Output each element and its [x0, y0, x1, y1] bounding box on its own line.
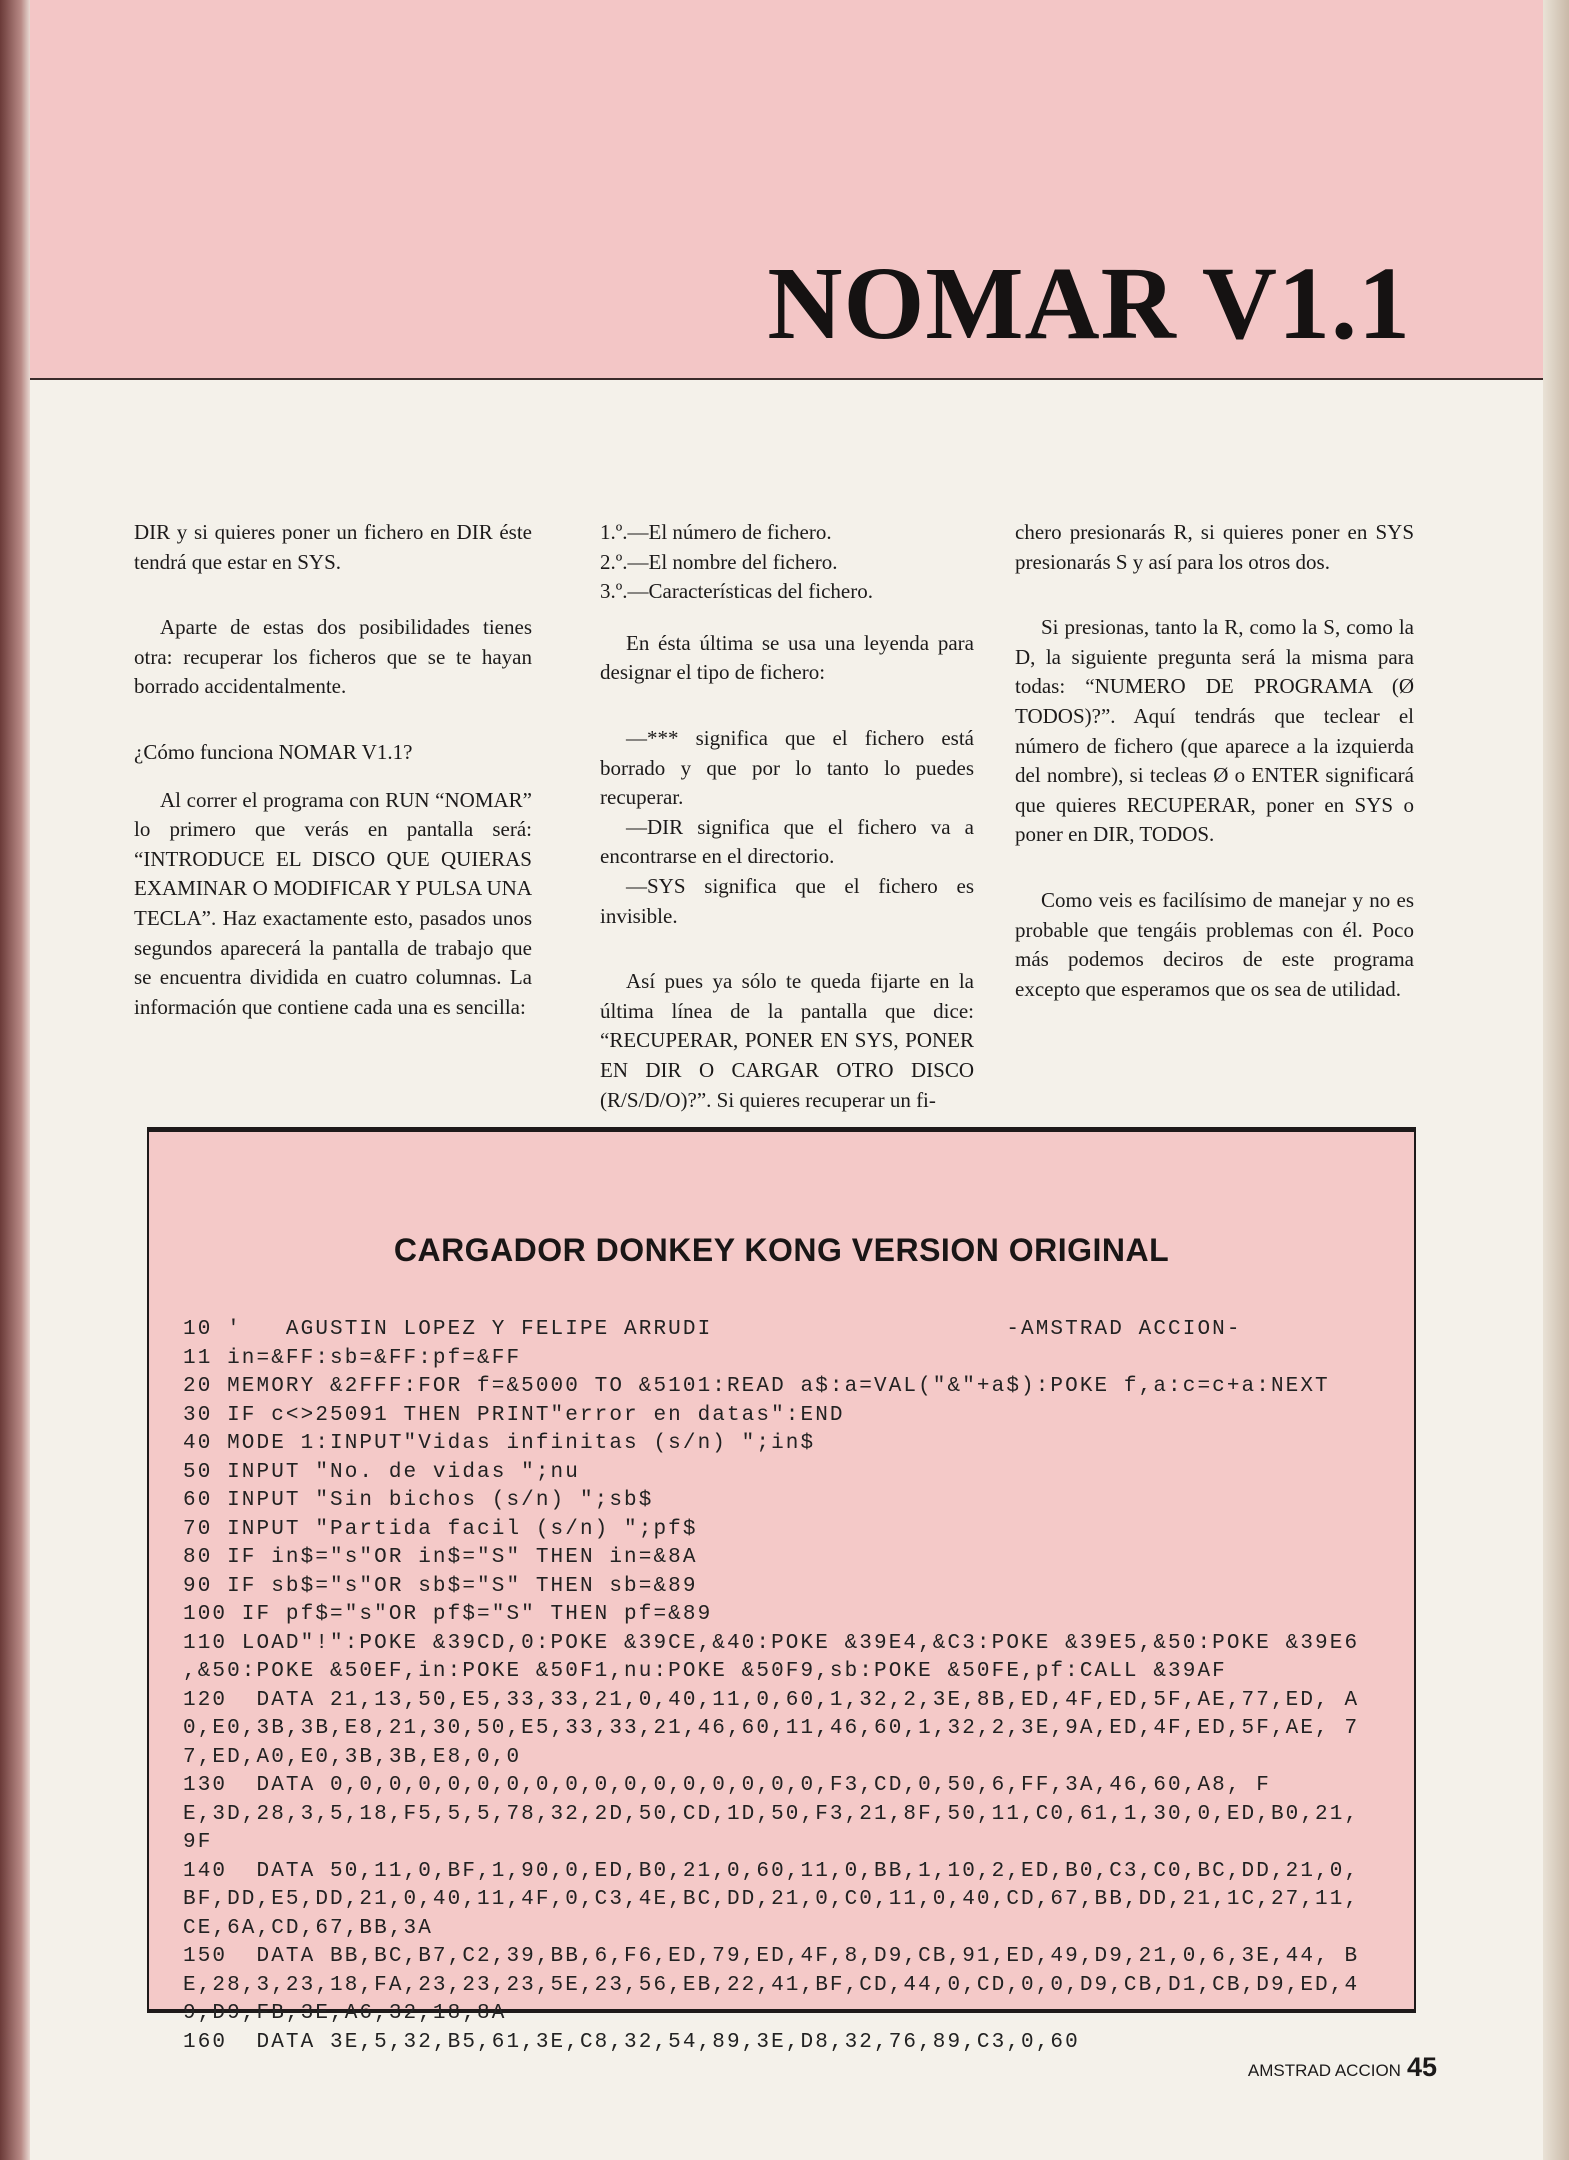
code-line: 7,ED,A0,E0,3B,3B,E8,0,0: [183, 1745, 522, 1769]
paragraph: DIR y si quieres poner un fichero en DIR éste tendrá que estar en SYS.: [134, 520, 532, 574]
code-line: 11 in=&FF:sb=&FF:pf=&FF: [183, 1346, 522, 1370]
code-line: 140 DATA 50,11,0,BF,1,90,0,ED,B0,21,0,60,11,0,BB,1,10,2,ED,B0,C3,C0,BC,DD,21,0,: [183, 1859, 1360, 1883]
code-line: E,28,3,23,18,FA,23,23,23,5E,23,56,EB,22,41,BF,CD,44,0,CD,0,0,D9,CB,D1,CB,D9,ED,4: [183, 1973, 1360, 1997]
program-listing-box: [147, 1127, 1416, 2054]
paragraph: Así pues ya sólo te queda fijarte en la última línea de la pantalla que dice: “RECUPERAR, PONER EN SYS, PONER EN DIR O CARGAR OTRO DISCO (R/S/D/O)?”. Si quieres recuperar un fi-: [600, 969, 974, 1112]
code-line: 50 INPUT "No. de vidas ";nu: [183, 1460, 580, 1484]
code-line: 70 INPUT "Partida facil (s/n) ";pf$: [183, 1517, 698, 1541]
list-item: 1.º.—El número de fichero.: [600, 520, 832, 544]
code-line: 90 IF sb$="s"OR sb$="S" THEN sb=&89: [183, 1574, 698, 1598]
page-edge-left: [0, 0, 30, 2160]
code-line: 110 LOAD"!":POKE &39CD,0:POKE &39CE,&40:POKE &39E4,&C3:POKE &39E5,&50:POKE &39E6: [183, 1631, 1360, 1655]
code-line: 150 DATA BB,BC,B7,C2,39,BB,6,F6,ED,79,ED,4F,8,D9,CB,91,ED,49,D9,21,0,6,3E,44, B: [183, 1945, 1360, 1968]
code-listing: [183, 1316, 1359, 2057]
code-line: 80 IF in$="s"OR in$="S" THEN in=&8A: [183, 1546, 698, 1569]
listing-title: CARGADOR DONKEY KONG VERSION ORIGINAL: [393, 1232, 1170, 1268]
code-line: 20 MEMORY &2FFF:FOR f=&5000 TO &5101:READ a$:a=VAL("&"+a$):POKE f,a:c=c+a:NEXT: [183, 1375, 1330, 1398]
list-item: 2.º.—El nombre del fichero.: [600, 549, 838, 574]
code-line: 0,E0,3B,3B,E8,21,30,50,E5,33,33,21,46,60,11,46,60,1,32,2,3E,9A,ED,4F,ED,5F,AE, 7: [183, 1717, 1360, 1740]
paragraph: En ésta última se usa una leyenda para designar el tipo de fichero:: [600, 630, 974, 685]
paragraph: —DIR significa que el fichero va a encontrarse en el directorio.: [600, 814, 974, 869]
list-item: 3.º.—Características del fichero.: [600, 579, 873, 604]
paragraph: —SYS significa que el fichero es invisible.: [600, 873, 974, 928]
magazine-name: AMSTRAD ACCION: [1247, 2061, 1401, 2080]
paragraph: Aparte de estas dos posibilidades tienes otra: recuperar los ficheros que se te hayan borrado accidentalmente.: [134, 615, 532, 699]
paragraph: —*** significa que el fichero está borrado y que por lo tanto lo puedes recuperar.: [600, 725, 974, 810]
text-column-1: [134, 518, 532, 1058]
paragraph: Al correr el programa con RUN “NOMAR” lo primero que verás en pantalla será: “INTRODUCE EL DISCO QUE QUIERAS EXAMINAR O MODIFICAR Y PULSA UNA TECLA”. Haz exactamente esto, pasados unos segundos aparecerá la pantalla de trabajo que se encuentra dividida en cuatro columnas. La información que contiene cada una es sencilla:: [134, 787, 532, 1019]
paragraph: chero presionarás R, si quieres poner en SYS presionarás S y así para los otros dos.: [1015, 520, 1414, 574]
page-footer: [1248, 2052, 1437, 2083]
code-line: 9F: [183, 1831, 213, 1854]
code-line: 9,D9,FB,3E,A6,32,18,8A: [183, 2002, 507, 2025]
code-line: BF,DD,E5,DD,21,0,40,11,4F,0,C3,4E,BC,DD,21,0,C0,11,0,40,CD,67,BB,DD,21,1C,27,11,: [183, 1888, 1360, 1911]
paragraph: Si presionas, tanto la R, como la S, como la D, la siguiente pregunta será la misma para todas: “NUMERO DE PROGRAMA (Ø TODOS)?”. Aquí tendrás que teclear el número de fichero (que aparece a la izquierda del nombre), si tecleas Ø o ENTER significará que quieres RECUPERAR, poner en SYS o poner en DIR, TODOS.: [1015, 615, 1414, 847]
code-line: 40 MODE 1:INPUT"Vidas infinitas (s/n) ";in$: [183, 1432, 816, 1455]
code-line: E,3D,28,3,5,18,F5,5,5,78,32,2D,50,CD,1D,50,F3,21,8F,50,11,C0,61,1,30,0,ED,B0,21,: [183, 1802, 1360, 1826]
code-line: CE,6A,CD,67,BB,3A: [183, 1916, 433, 1940]
title-band: [30, 0, 1543, 380]
paragraph: Como veis es facilísimo de manejar y no es probable que tengáis problemas con él. Poco más podemos deciros de este programa excepto que esperamos que os sea de utilidad.: [1015, 887, 1414, 1001]
code-line: ,&50:POKE &50EF,in:POKE &50F1,nu:POKE &50F9,sb:POKE &50FE,pf:CALL &39AF: [183, 1660, 1227, 1683]
code-line: 30 IF c<>25091 THEN PRINT"error en datas":END: [183, 1403, 845, 1427]
code-line: 100 IF pf$="s"OR pf$="S" THEN pf=&89: [183, 1603, 713, 1626]
text-column-3: [1015, 518, 1414, 1040]
section-heading: ¿Cómo funciona NOMAR V1.1?: [134, 739, 413, 764]
article-title: NOMAR V1.1: [767, 246, 1411, 361]
code-line: 160 DATA 3E,5,32,B5,61,3E,C8,32,54,89,3E,D8,32,76,89,C3,0,60: [183, 2030, 1080, 2054]
code-line: 130 DATA 0,0,0,0,0,0,0,0,0,0,0,0,0,0,0,0,0,F3,CD,0,50,6,FF,3A,46,60,A8, F: [183, 1774, 1271, 1797]
code-line: 60 INPUT "Sin bichos (s/n) ";sb$: [183, 1489, 654, 1512]
page-edge-right: [1543, 0, 1569, 2160]
code-line: 120 DATA 21,13,50,E5,33,33,21,0,40,11,0,60,1,32,2,3E,8B,ED,4F,ED,5F,AE,77,ED, A: [183, 1688, 1360, 1712]
text-column-2: [600, 518, 974, 1151]
code-line: 10 ' AGUSTIN LOPEZ Y FELIPE ARRUDI -AMSTRAD ACCION-: [183, 1318, 1242, 1341]
page-number: 45: [1406, 2052, 1437, 2082]
